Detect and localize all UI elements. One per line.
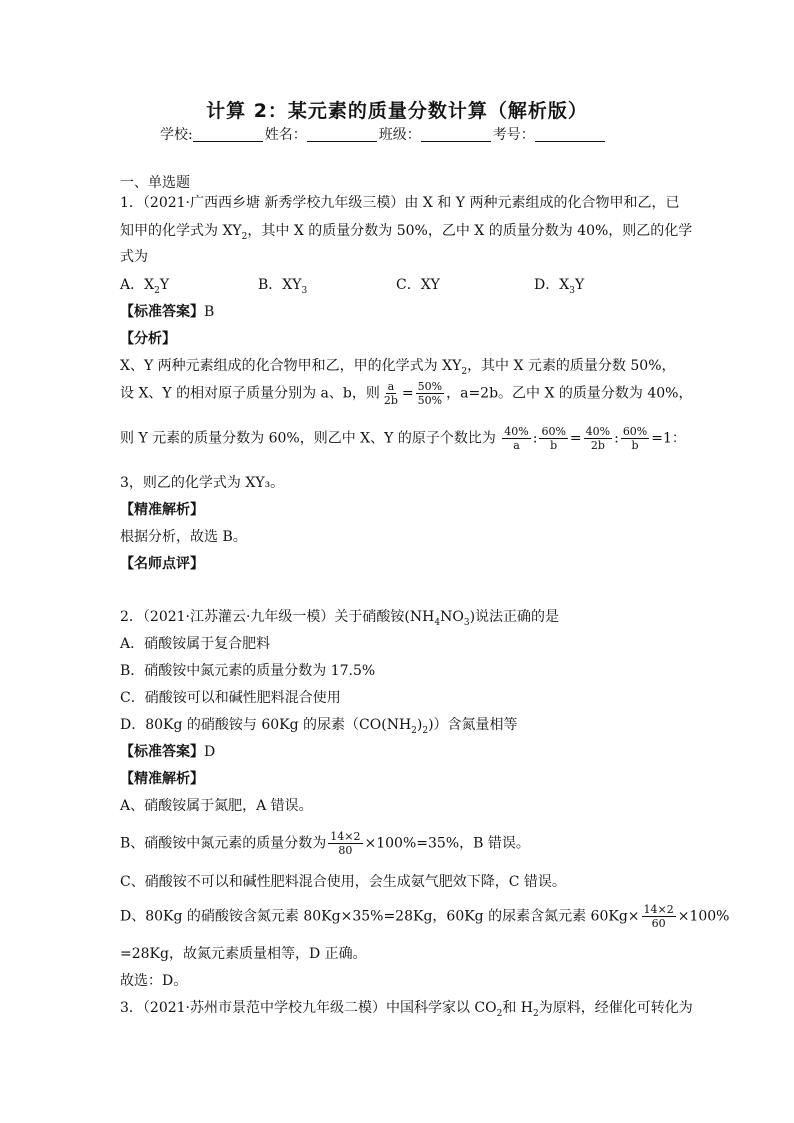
q2-jxbb: ×100%=35%，B 错误。 (364, 835, 530, 852)
number-blank (535, 127, 605, 142)
q3-line1b: 和 H (502, 1000, 534, 1016)
q3-line1 (120, 997, 693, 1019)
q1-option-a-text: A．X (120, 277, 155, 293)
q1-option-b (258, 274, 307, 296)
q1-line1: 1．（2021·广西西乡塘 新秀学校九年级三模）由 X 和 Y 两种元素组成的化合物甲和乙，已 (120, 195, 680, 211)
q3-line1a: 3．（2021·苏州市景范中学校九年级二模）中国科学家以 CO (120, 1000, 497, 1016)
frac-num: 14×2 (330, 830, 361, 843)
q1-analysis-line1 (120, 355, 676, 377)
q2-jxba: B、硝酸铵中氮元素的质量分数为 (120, 835, 327, 852)
q1-option-a-end: Y (159, 277, 170, 293)
q2-sub3: 3 (463, 617, 470, 628)
an1-sub: 2 (461, 366, 468, 377)
class-blank (421, 127, 491, 142)
q2-dc: )）含氮量相等 (428, 717, 518, 733)
fraction-50-50 (416, 380, 444, 407)
answer-tag: 【标准答案】 (120, 304, 204, 320)
class-label: 班级： (378, 127, 421, 143)
q1-option-a (120, 274, 169, 296)
q1-sub-2: 2 (241, 231, 248, 242)
q1-analysis-tag: 【分析】 (120, 331, 176, 347)
q2-jx-c: C、硝酸铵不可以和碱性肥料混合使用，会生成氨气肥效下降，C 错误。 (120, 874, 566, 890)
answer-tag: 【标准答案】 (120, 744, 204, 760)
fraction-14x2-80 (328, 830, 362, 857)
q2-sub4: 4 (434, 617, 441, 628)
an3b: =1： (651, 430, 686, 447)
q2-line1 (120, 606, 559, 628)
q1-answer (120, 301, 214, 321)
frac-num: 40% (504, 425, 529, 438)
an1b: ，其中 X 元素的质量分数 50%， (467, 358, 676, 374)
q2-jx-b (120, 830, 530, 857)
an2a: 设 X、Y 的相对原子质量分别为 a、b，则 (120, 385, 380, 402)
answer-value: D (204, 744, 216, 760)
q1-option-b-sub: 3 (301, 285, 308, 296)
q1-option-d-sub: 3 (569, 285, 575, 296)
q1-option-d-end: Y (574, 277, 585, 293)
frac-num: 60% (541, 425, 566, 438)
q2-db: ) (416, 717, 423, 733)
q1-line3: 式为 (120, 249, 148, 265)
q1-option-a-sub: 2 (154, 285, 160, 296)
q1-option-d (534, 274, 584, 296)
frac-den: a (513, 439, 520, 452)
q1-line2-text: 知甲的化学式为 XY (120, 223, 242, 239)
q2-option-b: B．硝酸铵中氮元素的质量分数为 17.5% (120, 663, 376, 679)
q2-choose: 故选：D。 (120, 973, 188, 989)
q1-option-b-text: B．XY (258, 277, 302, 293)
q2-jx-a: A、硝酸铵属于氮肥，A 错误。 (120, 798, 313, 814)
q2-da: D．80Kg 的硝酸铵与 60Kg 的尿素（CO(NH (120, 717, 412, 733)
q2-line1a: 2．（2021·江苏灌云·九年级一模）关于硝酸铵(NH (120, 609, 435, 625)
frac-den: 60 (651, 917, 666, 930)
q1-dp-tag: 【名师点评】 (120, 556, 204, 572)
q2-jx-d (120, 903, 730, 930)
q2-d-sub2: 2 (411, 725, 417, 736)
q2-jxda: D、80Kg 的硝酸铵含氮元素 80Kg×35%=28Kg，60Kg 的尿素含氮元素 60Kg× (120, 908, 640, 925)
an1a: X、Y 两种元素组成的化合物甲和乙，甲的化学式为 XY (120, 358, 462, 374)
q3-line1c: 为原料，经催化可转化为 (538, 1000, 693, 1016)
ratio-frac-3 (584, 425, 612, 452)
q3-sub2a: 2 (496, 1008, 503, 1019)
q2-line1c: )说法正确的是 (469, 609, 560, 625)
ratio-frac-1 (502, 425, 530, 452)
q2-jxdb: ×100% (677, 908, 730, 925)
page-title: 计算 2：某元素的质量分数计算（解析版） (206, 100, 588, 122)
q2-option-c: C．硝酸铵可以和碱性肥料混合使用 (120, 690, 341, 706)
name-label: 姓名： (264, 127, 307, 143)
frac-num: 50% (417, 380, 443, 393)
frac-num: 14×2 (643, 903, 674, 916)
frac-den: b (550, 439, 558, 452)
student-info-line (160, 124, 607, 144)
frac-num: 60% (622, 425, 648, 438)
fraction-a-2b (382, 380, 400, 407)
q1-analysis-line2: 设 X、Y 的相对原子质量分别为 a、b，则 $\frac{a}{2b}$ = $\frac{50\%}{50\%}$ ，a=2b。乙中 X 的质量分数为 40%， (120, 380, 693, 407)
q1-jx-text: 根据分析，故选 B。 (120, 529, 247, 545)
q1-analysis-line3: 则 Y 元素的质量分数为 60%，则乙中 X、Y 的原子个数比为 $\frac{40\%}{a}$ : $\frac{60\%}{b}$ = $\frac{40\%}{2b}$ : $\frac{60\%}{b}$ =1： (120, 425, 686, 452)
frac-den: 2b (590, 439, 605, 452)
q1-option-c: C．XY (396, 277, 440, 293)
frac-den: 2b (383, 394, 398, 407)
section-heading: 一、单选题 (120, 175, 190, 191)
q1-option-d-text: D．X (534, 277, 570, 293)
q1-line2 (120, 220, 692, 242)
q2-line1b: NO (440, 609, 464, 625)
number-label: 考号： (492, 127, 535, 143)
q2-option-d (120, 714, 518, 736)
q2-jx-e: =28Kg，故氮元素质量相等，D 正确。 (120, 946, 367, 962)
fraction-14x2-60 (642, 903, 676, 930)
ratio-frac-4 (621, 425, 649, 452)
q2-d-sub2b: 2 (422, 725, 429, 736)
q3-sub2b: 2 (533, 1008, 539, 1019)
ratio-frac-2 (539, 425, 567, 452)
q1-jx-tag: 【精准解析】 (120, 502, 204, 518)
an2b: ，a=2b。乙中 X 的质量分数为 40%， (446, 385, 693, 402)
answer-value: B (204, 304, 215, 320)
q2-answer (120, 741, 215, 761)
an3a: 则 Y 元素的质量分数为 60%，则乙中 X、Y 的原子个数比为 (120, 430, 496, 447)
school-label: 学校: (160, 127, 193, 143)
q2-option-a: A．硝酸铵属于复合肥料 (120, 636, 271, 652)
school-blank (193, 127, 263, 142)
q2-jx-tag: 【精准解析】 (120, 771, 204, 787)
frac-den: 80 (338, 844, 353, 857)
q1-line2-rest: ，其中 X 的质量分数为 50%，乙中 X 的质量分数为 40%，则乙的化学 (247, 223, 693, 239)
frac-num: 40% (585, 425, 611, 438)
name-blank (307, 127, 377, 142)
q1-analysis-line4: 3，则乙的化学式为 XY₃。 (120, 475, 285, 491)
frac-den: 50% (417, 394, 443, 407)
frac-den: b (631, 439, 639, 452)
frac-num: a (387, 380, 395, 393)
